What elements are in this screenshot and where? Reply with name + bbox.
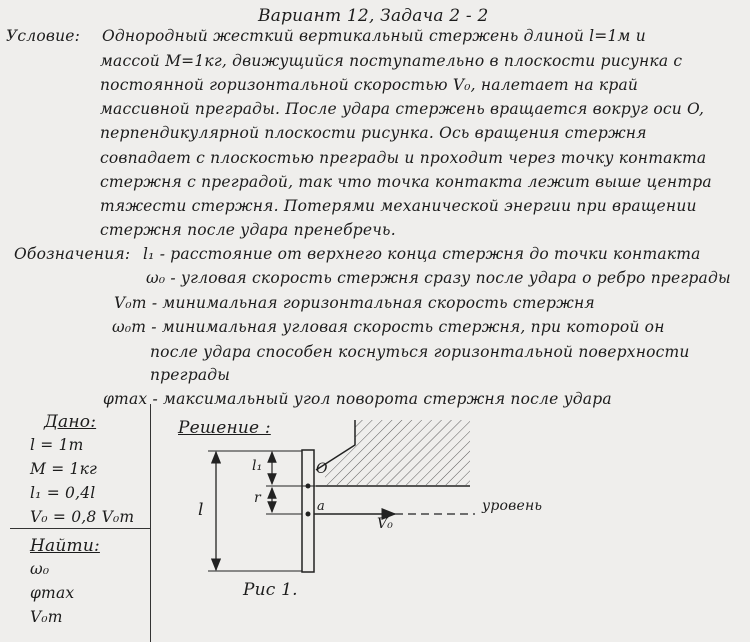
page-title: Вариант 12, Задача 2 - 2 <box>258 6 489 26</box>
label-O: O <box>316 461 328 477</box>
condition-line: стержня после удара пренебречь. <box>100 221 396 239</box>
given-label: Дано: <box>44 412 97 432</box>
find-item: φmax <box>30 584 75 602</box>
solution-label: Решение : <box>178 418 271 438</box>
condition-line: Однородный жесткий вертикальный стержень длиной l=1м и <box>102 27 646 45</box>
notation-item: преграды <box>150 366 231 384</box>
given-item: l = 1m <box>30 436 84 454</box>
find-item: V₀m <box>30 608 63 626</box>
notation-item: после удара способен коснуться горизонтальной поверхности <box>150 343 690 361</box>
label-level: уровень <box>482 498 543 514</box>
condition-line: тяжести стержня. Потерями механической энергии при вращении <box>100 197 697 215</box>
label-v0: V₀ <box>377 516 394 532</box>
notation-item: ω₀ - угловая скорость стержня сразу после удара о ребро преграды <box>146 269 731 287</box>
label-l: l <box>198 500 204 520</box>
condition-label: Условие: <box>6 27 81 45</box>
notation-item: ω₀m - минимальная угловая скорость стержня, при которой он <box>112 318 665 336</box>
notation-label: Обозначения: <box>14 245 131 263</box>
label-r: r <box>254 490 261 506</box>
figure-caption: Рис 1. <box>243 580 298 600</box>
find-label: Найти: <box>30 536 100 556</box>
condition-line: стержня с преградой, так что точка контакта лежит выше центра <box>100 173 712 191</box>
condition-line: массивной преграды. После удара стержень вращается вокруг оси O, <box>100 100 705 118</box>
obstacle-hatch <box>325 420 470 485</box>
notation-item: V₀m - минимальная горизонтальная скорость стержня <box>114 294 595 312</box>
condition-line: массой M=1кг, движущийся поступательно в плоскости рисунка с <box>100 52 683 70</box>
label-a: a <box>317 499 325 514</box>
given-item: V₀ = 0,8 V₀m <box>30 508 135 526</box>
label-l1: l₁ <box>252 458 263 474</box>
notation-item: l₁ - расстояние от верхнего конца стержня до точки контакта <box>143 245 701 263</box>
notation-item: φmax - максимальный угол поворота стержня после удара <box>103 390 612 408</box>
condition-line: постоянной горизонтальной скоростью V₀, налетает на край <box>100 76 639 94</box>
condition-line: перпендикулярной плоскости рисунка. Ось вращения стержня <box>100 124 647 142</box>
condition-line: совпадает с плоскостью преграды и проходит через точку контакта <box>100 149 707 167</box>
rod <box>302 450 314 572</box>
given-item: M = 1кг <box>30 460 98 478</box>
given-item: l₁ = 0,4l <box>30 484 96 502</box>
find-item: ω₀ <box>30 560 50 578</box>
